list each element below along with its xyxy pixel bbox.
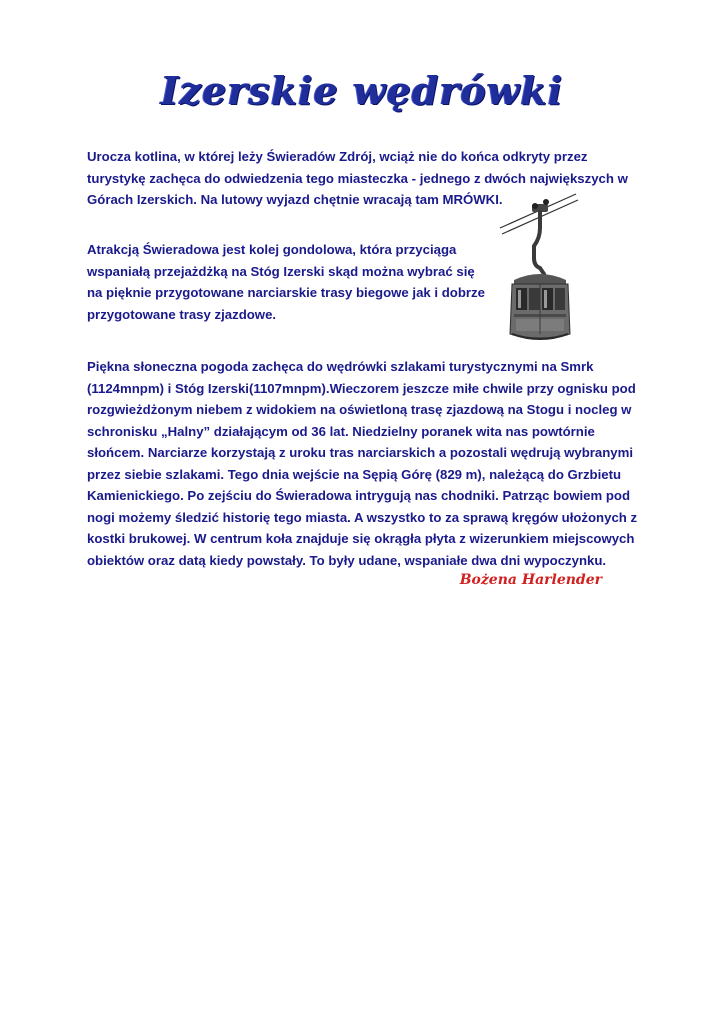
paragraph-line: przez siebie szlakami. Tego dnia wejście na Sępią Górę (829 m), należącą do Grzbietu xyxy=(87,466,622,482)
paragraph-line: wspaniałą przejażdżką na Stóg Izerski skąd można wybrać się xyxy=(87,263,475,279)
author-signature: Bożena Harlender xyxy=(459,572,602,588)
gondola-cable-car-image xyxy=(496,188,580,344)
paragraph-line: Urocza kotlina, w której leży Świeradów Zdrój, wciąż nie do końca odkryty przez xyxy=(87,149,588,164)
paragraph-line: turystykę zachęca do odwiedzenia tego miasteczka - jednego z dwóch największych w xyxy=(87,170,628,186)
paragraph-hike xyxy=(87,356,637,571)
paragraph-gondola xyxy=(87,239,485,325)
paragraph-line: Kamienickiego. Po zejściu do Świeradowa intrygują nas chodniki. Patrząc bowiem pod xyxy=(87,488,631,503)
paragraph-line: obiektów oraz datą kiedy powstały. To były udane, wspaniałe dwa dni wypoczynku. xyxy=(87,552,607,568)
paragraph-line: schronisku „Halny” działającym od 36 lat. Niedzielny poranek wita nas powtórnie xyxy=(87,423,595,439)
page-title: Izerskie wędrówki xyxy=(160,68,564,113)
paragraph-line: Piękna słoneczna pogoda zachęca do wędrówki szlakami turystycznymi na Smrk xyxy=(87,359,594,374)
paragraph-line: przygotowane trasy zjazdowe. xyxy=(87,306,277,322)
paragraph-line: kostki brukowej. W centrum koła znajduje się okrągła płyta z wizerunkiem miejscowych xyxy=(87,531,635,546)
paragraph-line: Górach Izerskich. Na lutowy wyjazd chętnie wracają tam MRÓWKI. xyxy=(87,192,503,207)
paragraph-line: rozgwieżdżonym niebem z widokiem na oświetloną trasę zjazdową na Stogu i nocleg w xyxy=(87,402,632,417)
paragraph-line: na pięknie przygotowane narciarskie trasy biegowe jak i dobrze xyxy=(87,285,485,300)
paragraph-line: nogi możemy śledzić historię tego miasta. A wszystko to za sprawą kręgów ułożonych z xyxy=(87,509,638,525)
paragraph-line: Atrakcją Świeradowa jest kolej gondolowa, która przyciąga xyxy=(87,242,457,257)
paragraph-line: (1124mnpm) i Stóg Izerski(1107mnpm).Wieczorem jeszcze miłe chwile przy ognisku pod xyxy=(87,380,636,396)
paragraph-line: słońcem. Narciarze korzystają z uroku tras narciarskich a pozostali wędrują wybranymi xyxy=(87,445,634,460)
